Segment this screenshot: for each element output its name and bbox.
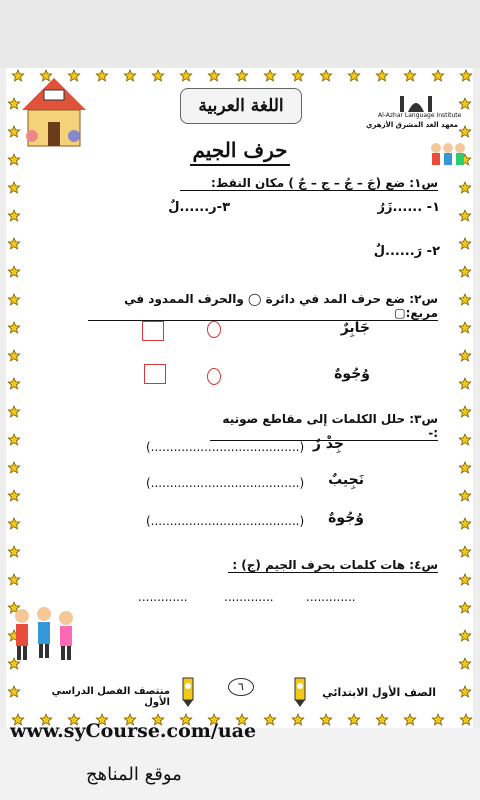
answer-square[interactable] <box>144 364 166 384</box>
question-2-prompt: س٢: ضع حرف المد في دائرة ◯ والحرف الممدود في مربع:▢ <box>88 292 438 321</box>
border-star <box>459 350 470 361</box>
border-star <box>459 210 470 221</box>
border-star <box>208 70 219 81</box>
question-1-item: ١- ......زَرُ <box>377 200 440 215</box>
watermark-site-name: موقع المناهج <box>86 764 182 785</box>
border-star <box>459 602 470 613</box>
border-star <box>459 126 470 137</box>
school-building-illustration <box>14 70 94 150</box>
border-star <box>8 182 19 193</box>
question-1-prompt: س١: ضع (جَ – جُ – ج – جٌ ) مكان النقط: <box>180 176 438 191</box>
border-star <box>459 266 470 277</box>
border-star <box>432 714 443 725</box>
border-star <box>320 70 331 81</box>
border-star <box>459 322 470 333</box>
answer-blank[interactable]: ............. <box>138 590 188 604</box>
border-star <box>459 182 470 193</box>
border-star <box>8 350 19 361</box>
border-star <box>8 574 19 585</box>
question-2-word: وُجُوهٌ <box>334 366 370 382</box>
answer-circle[interactable] <box>207 368 221 385</box>
institute-logo <box>365 90 462 136</box>
border-star <box>459 406 470 417</box>
institute-name-ar: معهد الغد المشرق الأزهري <box>365 121 458 129</box>
top-band <box>0 0 480 68</box>
border-star <box>264 714 275 725</box>
border-star <box>8 546 19 557</box>
grade-label: الصف الأول الابتدائي <box>322 686 436 699</box>
border-star <box>459 462 470 473</box>
border-star <box>459 546 470 557</box>
question-3-word: وُجُوهٌ <box>328 510 364 526</box>
border-star <box>180 70 191 81</box>
term-label: منتصف الفصل الدراسي الأول <box>51 686 170 708</box>
border-star <box>459 574 470 585</box>
question-3-word: جِذْ رٌ <box>312 436 344 452</box>
border-star <box>459 294 470 305</box>
border-star <box>292 70 303 81</box>
border-star <box>8 462 19 473</box>
watermark-url: www.syCourse.com/uae <box>10 720 257 742</box>
border-star <box>8 266 19 277</box>
mosque-icon <box>386 90 456 114</box>
question-3-prompt: س٣: حلل الكلمات إلى مقاطع صوتيه :- <box>210 412 438 441</box>
border-star <box>459 686 470 697</box>
border-star <box>8 406 19 417</box>
border-star <box>8 378 19 389</box>
border-star <box>8 154 19 165</box>
border-star <box>8 294 19 305</box>
children-group-illustration <box>10 604 80 666</box>
border-star <box>96 70 107 81</box>
answer-blank[interactable]: (.......................................) <box>146 440 305 454</box>
border-star <box>459 434 470 445</box>
border-star <box>459 98 470 109</box>
answer-blank[interactable]: (.......................................) <box>146 476 305 490</box>
border-star <box>376 714 387 725</box>
answer-blank[interactable]: ............. <box>306 590 356 604</box>
border-star <box>432 70 443 81</box>
subject-title: اللغة العربية <box>180 88 302 124</box>
question-3-word: نَجِيبٌ <box>328 472 364 488</box>
border-star <box>8 322 19 333</box>
children-illustration <box>428 140 466 176</box>
pencil-icon <box>176 674 200 708</box>
question-2-word: جَابِرٌ <box>340 320 370 336</box>
border-star <box>8 210 19 221</box>
border-star <box>459 238 470 249</box>
question-1-item: ٢- رَ......لٌ <box>373 244 440 259</box>
border-star <box>236 70 247 81</box>
border-star <box>8 686 19 697</box>
lesson-title: حرف الجيم <box>190 138 290 166</box>
border-star <box>459 518 470 529</box>
border-star <box>404 70 415 81</box>
border-star <box>404 714 415 725</box>
border-star <box>460 70 471 81</box>
border-star <box>152 70 163 81</box>
border-star <box>264 70 275 81</box>
border-star <box>124 70 135 81</box>
pencil-icon <box>288 674 312 708</box>
border-star <box>376 70 387 81</box>
border-star <box>460 714 471 725</box>
border-star <box>348 70 359 81</box>
border-star <box>459 490 470 501</box>
border-star <box>8 518 19 529</box>
border-star <box>8 238 19 249</box>
answer-blank[interactable]: ............. <box>224 590 274 604</box>
page-number: ٦ <box>228 678 254 696</box>
answer-square[interactable] <box>142 321 164 341</box>
border-star <box>320 714 331 725</box>
question-4-prompt: س٤: هات كلمات بحرف الجيم (ج) : <box>228 558 438 573</box>
border-star <box>459 630 470 641</box>
border-star <box>8 434 19 445</box>
answer-circle[interactable] <box>207 321 221 338</box>
answer-blank[interactable]: (.......................................) <box>146 514 305 528</box>
border-star <box>459 378 470 389</box>
question-1-item: ٣-ر......لٌ <box>168 200 230 215</box>
border-star <box>459 658 470 669</box>
institute-name-en: Al-Azhar Language Institute <box>378 112 462 119</box>
border-star <box>348 714 359 725</box>
border-star <box>8 490 19 501</box>
border-star <box>292 714 303 725</box>
